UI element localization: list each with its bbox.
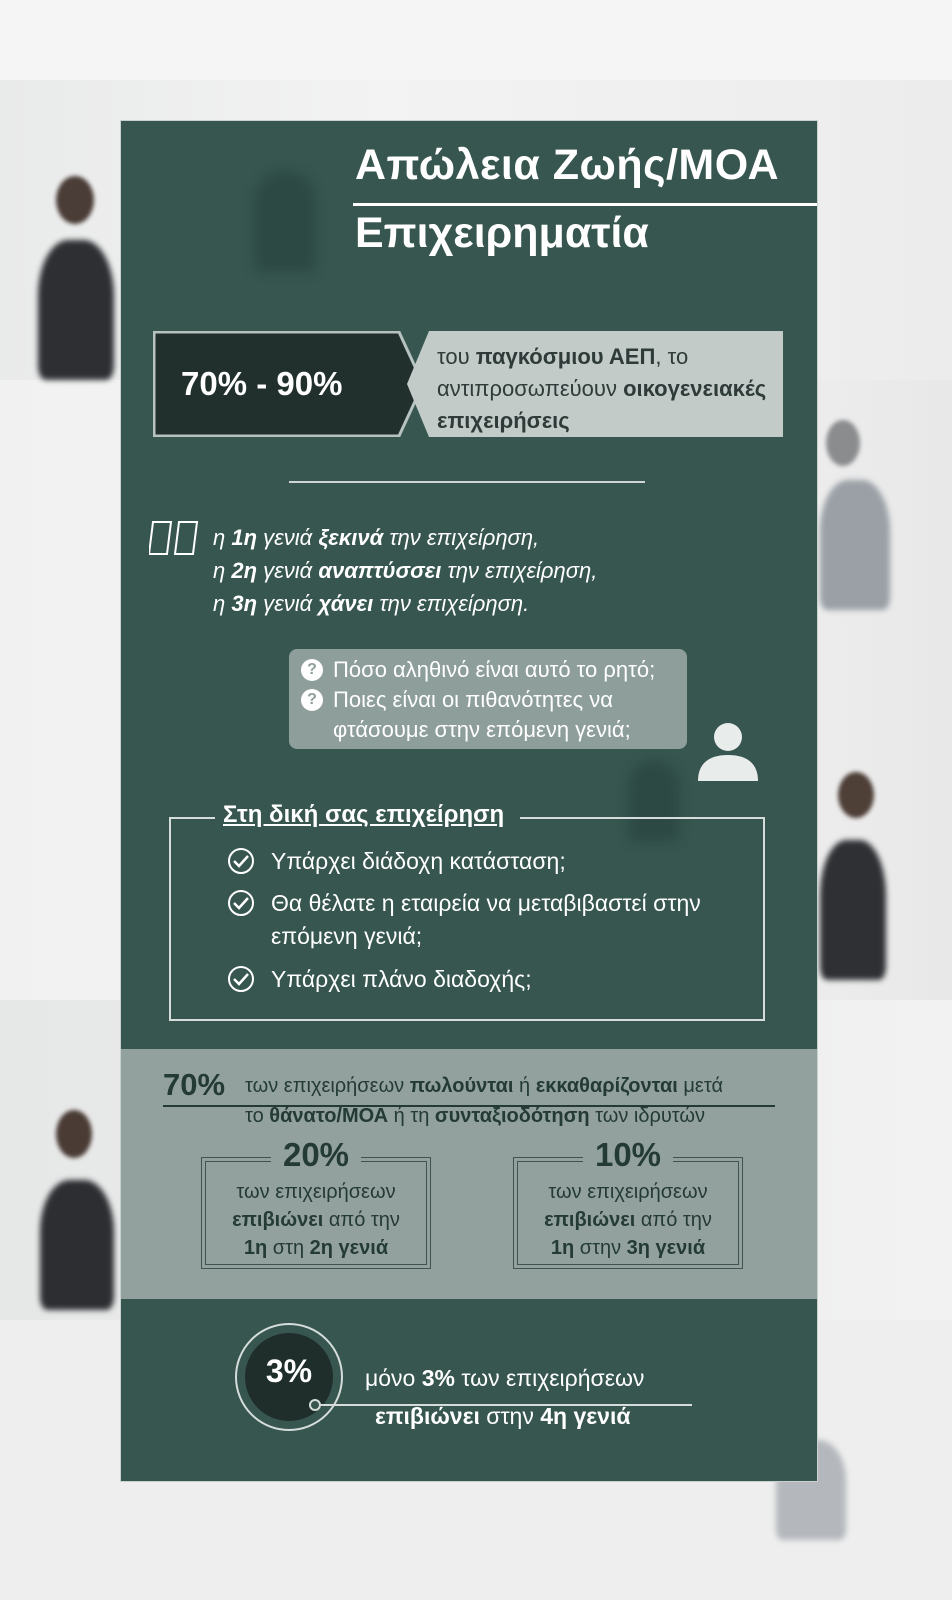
page-title: Απώλεια Ζωής/ΜΟΑ — [355, 141, 780, 189]
question-item — [301, 655, 655, 685]
quote-line: η 3η γενιά χάνει την επιχείρηση. — [213, 591, 530, 616]
blurred-person-head — [56, 176, 94, 224]
check-circle-icon — [227, 889, 255, 917]
pointer-dot — [309, 1399, 321, 1411]
question-item — [301, 685, 681, 745]
sold-stat-line2: το θάνατο/ΜΟΑ ή τη συνταξιοδότηση των ιδρυτών — [245, 1105, 706, 1127]
check-circle-icon — [227, 965, 255, 993]
gdp-stat-value: 70% - 90% — [181, 365, 343, 402]
infographic-panel — [120, 120, 818, 1482]
ghost-figure — [255, 171, 315, 271]
survival-3rd-gen-value: 10% — [514, 1136, 742, 1174]
blurred-person-head — [838, 772, 874, 818]
checklist-item — [227, 887, 747, 953]
quote-line: η 1η γενιά ξεκινά την επιχείρηση, — [213, 525, 540, 550]
blurred-person-figure — [38, 240, 114, 380]
gdp-stat-arrow — [153, 331, 423, 435]
survival-2nd-gen-text: των επιχειρήσεων επιβιώνει από την 1η στη 2η γενιά — [232, 1181, 400, 1259]
blurred-person-figure — [820, 480, 890, 610]
survival-4th-gen-value: 3% — [265, 1353, 313, 1389]
checklist-title: Στη δική σας επιχείρηση — [215, 801, 520, 829]
checklist-box — [169, 801, 765, 1021]
gdp-stat-description — [407, 331, 783, 435]
blurred-person-figure — [820, 840, 886, 980]
check-circle-icon — [227, 847, 255, 875]
survival-4th-gen-text-line2: επιβιώνει στην 4η γενιά — [375, 1403, 631, 1429]
checklist-item-text: Θα θέλατε η εταιρεία να μεταβιβαστεί στην επόμενη γενιά; — [271, 890, 701, 949]
sold-stat-value: 70% — [163, 1067, 226, 1102]
person-icon — [695, 719, 761, 785]
blurred-person-figure — [40, 1180, 114, 1310]
checklist-item-text: Υπάρχει πλάνο διαδοχής; — [271, 966, 532, 992]
blurred-person-head — [56, 1110, 92, 1158]
checklist-item — [227, 963, 532, 996]
survival-4th-gen-text-line1: μόνο 3% των επιχειρήσεων — [365, 1365, 645, 1391]
survival-3rd-gen-text: των επιχειρήσεων επιβιώνει από την 1η στην 3η γενιά — [544, 1181, 712, 1259]
blurred-person-head — [826, 420, 860, 466]
question-icon: ? — [301, 689, 323, 711]
checklist-item-text: Υπάρχει διάδοχη κατάσταση; — [271, 848, 566, 874]
title-divider — [353, 203, 817, 206]
question-text: Ποιες είναι οι πιθανότητες να φτάσουμε στην επόμενη γενιά; — [333, 687, 631, 742]
question-text: Πόσο αληθινό είναι αυτό το ρητό; — [333, 657, 656, 682]
survival-2nd-gen-box — [201, 1136, 431, 1269]
page-subtitle: Επιχειρηματία — [355, 209, 649, 257]
question-bubble — [289, 649, 687, 749]
question-icon: ? — [301, 659, 323, 681]
survival-2nd-gen-value: 20% — [202, 1136, 430, 1174]
quote-line: η 2η γενιά αναπτύσσει την επιχείρηση, — [213, 558, 598, 583]
survival-3rd-gen-box — [513, 1136, 743, 1269]
gdp-stat-text: του παγκόσμιου ΑΕΠ, το αντιπροσωπεύουν οικογενειακές επιχειρήσεις — [437, 344, 767, 433]
background-strip — [0, 0, 952, 80]
section-divider — [289, 481, 645, 483]
checklist-item — [227, 845, 566, 878]
survival-4th-gen-badge — [235, 1323, 343, 1431]
statistics-band — [121, 1049, 817, 1299]
sold-stat-line1: των επιχειρήσεων πωλούνται ή εκκαθαρίζονται μετά — [245, 1075, 724, 1097]
generations-quote — [213, 521, 773, 620]
quote-mark-icon — [149, 505, 199, 569]
